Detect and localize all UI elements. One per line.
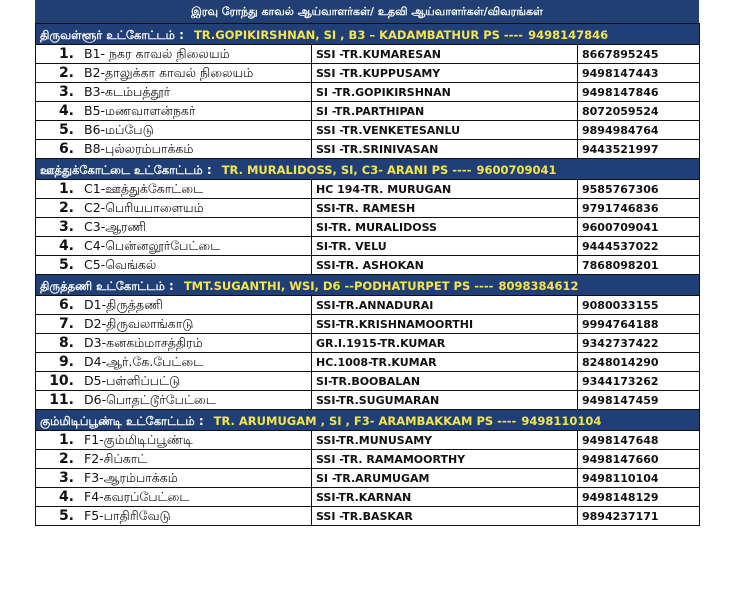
- section-header: [36, 275, 700, 296]
- officer-cell: HC 194-TR. MURUGAN: [312, 180, 578, 199]
- officer-cell: SI-TR. MURALIDOSS: [312, 218, 578, 237]
- station-name: D3-கனகம்மாசத்திரம்: [84, 334, 203, 350]
- phone-cell: 9498147660: [578, 450, 700, 469]
- station-name: B1- நகர காவல் நிலையம்: [84, 45, 230, 61]
- table-row: [36, 469, 700, 488]
- document-title: இரவு ரோந்து காவல் ஆய்வாளர்கள்/ உதவி ஆய்வாளர்கள்/விவரங்கள்: [35, 0, 699, 23]
- section-colon: :: [202, 163, 212, 177]
- row-number: 9.: [58, 353, 74, 370]
- officer-cell: SSI-TR. ASHOKAN: [312, 256, 578, 275]
- section-phone: 8098384612: [498, 279, 579, 293]
- row-number: 5.: [58, 121, 74, 138]
- station-name: B3-கடம்பத்தூர்: [84, 83, 171, 99]
- table-row: [36, 45, 700, 64]
- section-header-row: [36, 159, 700, 180]
- row-number: 1.: [58, 180, 74, 197]
- phone-cell: 8072059524: [578, 102, 700, 121]
- section-phone: 9600709041: [476, 163, 557, 177]
- section-officer: TR.GOPIKIRSHNAN, SI , B3 – KADAMBATHUR PS ----: [193, 28, 524, 42]
- table-row: [36, 237, 700, 256]
- row-number: 10.: [49, 372, 74, 389]
- station-cell: [36, 353, 312, 372]
- row-number: 2.: [58, 450, 74, 467]
- station-name: C2-பெரியபாளையம்: [84, 199, 204, 215]
- row-number: 5.: [58, 507, 74, 524]
- phone-cell: 9443521997: [578, 140, 700, 159]
- phone-cell: 9791746836: [578, 199, 700, 218]
- row-number: 2.: [58, 199, 74, 216]
- phone-cell: 9498110104: [578, 469, 700, 488]
- station-name: B8-புல்லரம்பாக்கம்: [84, 140, 194, 156]
- officer-cell: SI -TR.GOPIKIRSHNAN: [312, 83, 578, 102]
- section-name: ஊத்துக்கோட்டை உட்கோட்டம்: [40, 163, 203, 177]
- station-cell: [36, 45, 312, 64]
- row-number: 1.: [58, 45, 74, 62]
- officer-cell: GR.I.1915-TR.KUMAR: [312, 334, 578, 353]
- station-name: B6-மப்பேடு: [84, 121, 154, 137]
- row-number: 4.: [58, 102, 74, 119]
- phone-cell: 9342737422: [578, 334, 700, 353]
- table-row: [36, 353, 700, 372]
- table-row: [36, 199, 700, 218]
- station-cell: [36, 121, 312, 140]
- phone-cell: 8248014290: [578, 353, 700, 372]
- phone-cell: 9498148129: [578, 488, 700, 507]
- table-row: [36, 121, 700, 140]
- phone-cell: 9444537022: [578, 237, 700, 256]
- section-colon: :: [174, 28, 184, 42]
- station-cell: [36, 315, 312, 334]
- table-row: [36, 391, 700, 410]
- phone-cell: 9498147648: [578, 431, 700, 450]
- station-name: B2-தாலுக்கா காவல் நிலையம்: [84, 64, 254, 80]
- section-name: கும்மிடிப்பூண்டி உட்கோட்டம்: [40, 414, 195, 428]
- station-cell: [36, 469, 312, 488]
- officer-cell: SSI-TR. RAMESH: [312, 199, 578, 218]
- section-officer: TMT.SUGANTHI, WSI, D6 --PODHATURPET PS ----: [183, 279, 494, 293]
- station-name: C3-ஆரணி: [84, 218, 147, 234]
- section-name: திருவள்ளூர் உட்கோட்டம்: [40, 28, 175, 42]
- phone-cell: 8667895245: [578, 45, 700, 64]
- station-name: F1-கும்மிடிப்பூண்டி: [84, 431, 193, 447]
- table-row: [36, 83, 700, 102]
- row-number: 6.: [58, 296, 74, 313]
- section-officer: TR. ARUMUGAM , SI , F3- ARAMBAKKAM PS ----: [213, 414, 517, 428]
- table-row: [36, 180, 700, 199]
- section-header: [36, 159, 700, 180]
- station-name: F2-சிப்காட்: [84, 450, 148, 466]
- station-cell: [36, 372, 312, 391]
- station-name: D1-திருத்தணி: [84, 296, 163, 312]
- officer-cell: SSI-TR.KRISHNAMOORTHI: [312, 315, 578, 334]
- section-phone: 9498110104: [521, 414, 602, 428]
- row-number: 4.: [58, 488, 74, 505]
- table-row: [36, 64, 700, 83]
- phone-cell: 9498147459: [578, 391, 700, 410]
- officer-cell: SI-TR.BOOBALAN: [312, 372, 578, 391]
- phone-cell: 9994764188: [578, 315, 700, 334]
- officer-cell: SSI-TR.SUGUMARAN: [312, 391, 578, 410]
- duty-table-body: [36, 24, 700, 526]
- row-number: 3.: [58, 218, 74, 235]
- table-row: [36, 315, 700, 334]
- officer-cell: SI -TR.ARUMUGAM: [312, 469, 578, 488]
- table-row: [36, 334, 700, 353]
- station-cell: [36, 450, 312, 469]
- station-cell: [36, 64, 312, 83]
- phone-cell: 9894237171: [578, 507, 700, 526]
- station-cell: [36, 218, 312, 237]
- document-sheet: [35, 0, 699, 526]
- station-cell: [36, 431, 312, 450]
- table-row: [36, 296, 700, 315]
- phone-cell: 7868098201: [578, 256, 700, 275]
- station-cell: [36, 296, 312, 315]
- row-number: 8.: [58, 334, 74, 351]
- officer-cell: SI -TR.PARTHIPAN: [312, 102, 578, 121]
- station-name: C1-ஊத்துக்கோட்டை: [84, 180, 204, 196]
- station-cell: [36, 334, 312, 353]
- officer-cell: SSI -TR.VENKETESANLU: [312, 121, 578, 140]
- officer-cell: SSI-TR.ANNADURAI: [312, 296, 578, 315]
- station-cell: [36, 256, 312, 275]
- phone-cell: 9344173262: [578, 372, 700, 391]
- section-header-row: [36, 410, 700, 431]
- table-row: [36, 431, 700, 450]
- section-officer: TR. MURALIDOSS, SI, C3- ARANI PS ----: [221, 163, 472, 177]
- section-name: திருத்தணி உட்கோட்டம்: [40, 279, 165, 293]
- station-cell: [36, 102, 312, 121]
- phone-cell: 9498147443: [578, 64, 700, 83]
- section-header-row: [36, 275, 700, 296]
- station-cell: [36, 140, 312, 159]
- station-cell: [36, 391, 312, 410]
- officer-cell: SI-TR. VELU: [312, 237, 578, 256]
- table-row: [36, 450, 700, 469]
- table-row: [36, 218, 700, 237]
- station-cell: [36, 180, 312, 199]
- phone-cell: 9498147846: [578, 83, 700, 102]
- row-number: 1.: [58, 431, 74, 448]
- section-phone: 9498147846: [528, 28, 609, 42]
- phone-cell: 9600709041: [578, 218, 700, 237]
- row-number: 11.: [49, 391, 74, 408]
- officer-cell: SSI-TR.KARNAN: [312, 488, 578, 507]
- station-name: D4-ஆர்.கே.பேட்டை: [84, 353, 204, 369]
- section-header-row: [36, 24, 700, 45]
- station-cell: [36, 83, 312, 102]
- station-name: D6-பொதட்டூர்பேட்டை: [84, 391, 216, 407]
- table-row: [36, 140, 700, 159]
- table-row: [36, 256, 700, 275]
- station-name: F3-ஆரம்பாக்கம்: [84, 469, 178, 485]
- officer-cell: SSI-TR.MUNUSAMY: [312, 431, 578, 450]
- table-row: [36, 488, 700, 507]
- section-colon: :: [164, 279, 174, 293]
- section-header: [36, 24, 700, 45]
- table-row: [36, 507, 700, 526]
- row-number: 3.: [58, 469, 74, 486]
- officer-cell: SSI -TR.KUMARESAN: [312, 45, 578, 64]
- phone-cell: 9894984764: [578, 121, 700, 140]
- table-row: [36, 372, 700, 391]
- station-cell: [36, 507, 312, 526]
- duty-table: [35, 23, 700, 526]
- officer-cell: SSI -TR.SRINIVASAN: [312, 140, 578, 159]
- section-colon: :: [194, 414, 204, 428]
- station-name: D2-திருவலாங்காடு: [84, 315, 194, 331]
- section-header: [36, 410, 700, 431]
- officer-cell: SSI -TR.BASKAR: [312, 507, 578, 526]
- phone-cell: 9080033155: [578, 296, 700, 315]
- officer-cell: SSI -TR.KUPPUSAMY: [312, 64, 578, 83]
- station-name: D5-பள்ளிப்பட்டு: [84, 372, 181, 388]
- phone-cell: 9585767306: [578, 180, 700, 199]
- station-cell: [36, 237, 312, 256]
- station-cell: [36, 199, 312, 218]
- row-number: 5.: [58, 256, 74, 273]
- station-name: B5-மணவாளன்நகர்: [84, 102, 196, 118]
- officer-cell: HC.1008-TR.KUMAR: [312, 353, 578, 372]
- station-name: F4-கவரப்பேட்டை: [84, 488, 190, 504]
- station-name: C4-பென்னலூர்பேட்டை: [84, 237, 221, 253]
- row-number: 2.: [58, 64, 74, 81]
- station-name: C5-வெங்கல்: [84, 256, 157, 272]
- table-row: [36, 102, 700, 121]
- row-number: 7.: [58, 315, 74, 332]
- row-number: 4.: [58, 237, 74, 254]
- row-number: 3.: [58, 83, 74, 100]
- station-cell: [36, 488, 312, 507]
- officer-cell: SSI -TR. RAMAMOORTHY: [312, 450, 578, 469]
- row-number: 6.: [58, 140, 74, 157]
- station-name: F5-பாதிரிவேடு: [84, 507, 171, 523]
